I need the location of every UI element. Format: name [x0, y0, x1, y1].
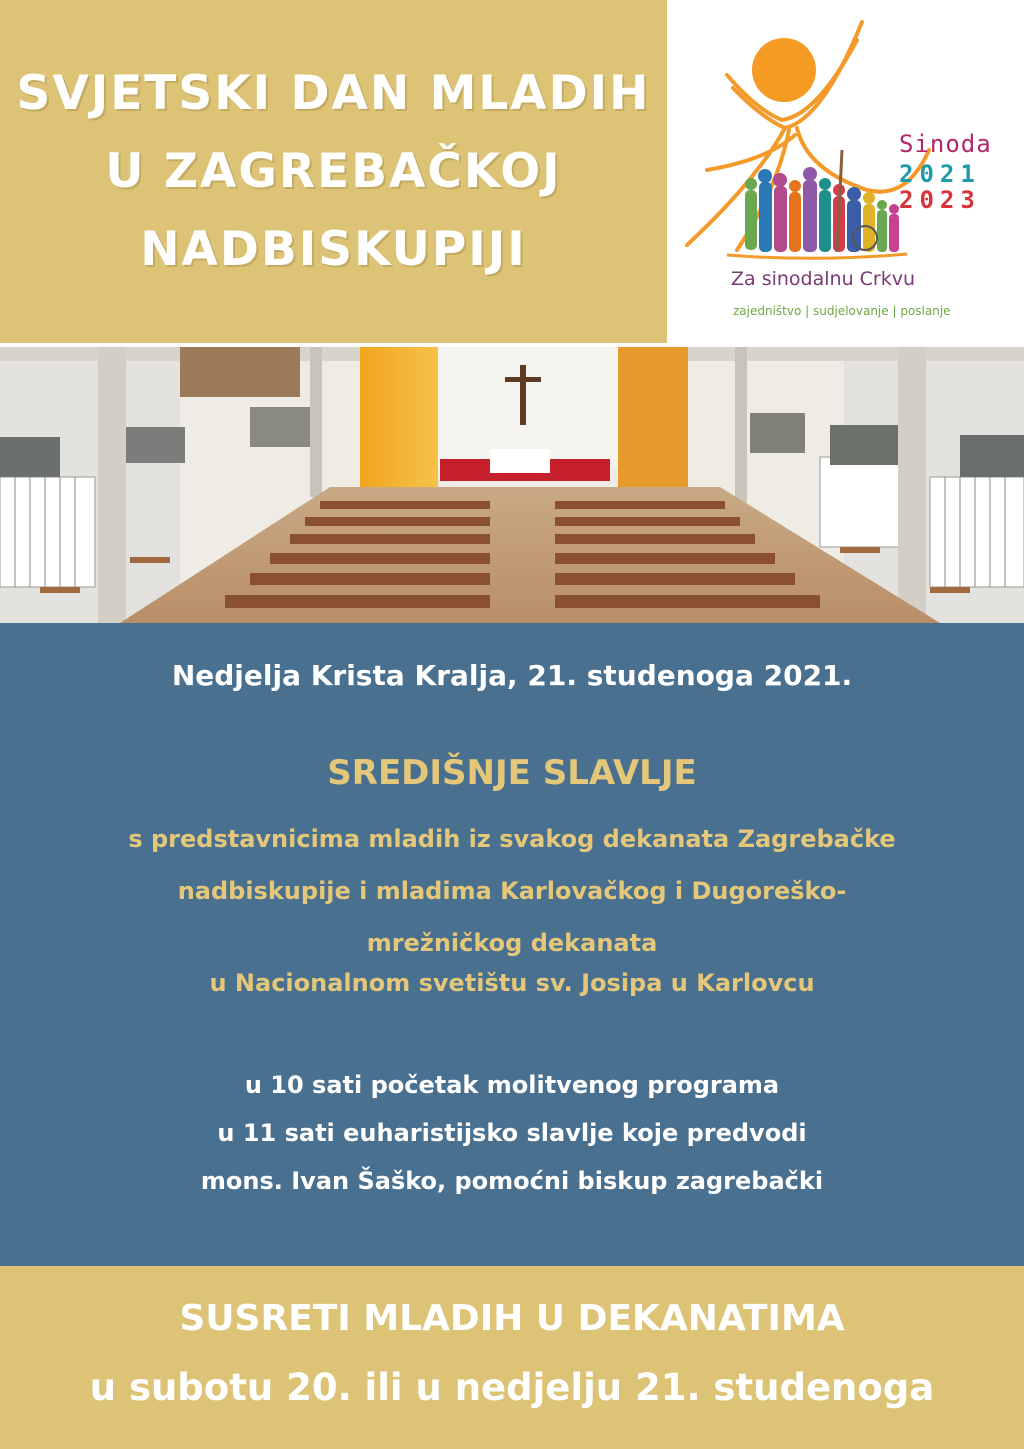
event-heading: SREDIŠNJE SLAVLJE — [327, 753, 697, 793]
church-interior-image — [0, 347, 1024, 623]
footer-banner — [0, 1266, 1024, 1449]
ground-stroke-icon — [727, 254, 907, 258]
logo-year-start: 2021 — [899, 160, 981, 188]
program-line-2: u 11 sati euharistijsko slavlje koje predvodi — [217, 1119, 807, 1147]
sun-icon — [752, 38, 816, 102]
footer-heading: SUSRETI MLADIH U DEKANATIMA — [179, 1298, 845, 1339]
title-line-3: NADBISKUPIJI — [140, 221, 527, 277]
event-date: Nedjelja Krista Kralja, 21. studenoga 2021. — [171, 659, 853, 692]
event-description-line-3: mrežničkog dekanata — [366, 929, 658, 957]
event-info-panel — [0, 623, 1024, 1266]
title-line-2: U ZAGREBAČKOJ — [105, 143, 562, 199]
logo-word: Sinoda — [899, 130, 992, 158]
program-line-1: u 10 sati početak molitvenog programa — [244, 1071, 780, 1099]
title-banner — [0, 0, 667, 343]
event-place: u Nacionalnom svetištu sv. Josipa u Karlovcu — [209, 969, 815, 997]
event-description-line-2: nadbiskupije i mladima Karlovačkog i Dugoreško- — [177, 877, 847, 905]
church-interior-photo — [0, 347, 1024, 623]
footer-dates: u subotu 20. ili u nedjelju 21. studenoga — [89, 1366, 935, 1409]
logo-tagline: zajedništvo | sudjelovanje | poslanje — [733, 304, 951, 318]
event-description-line-1: s predstavnicima mladih iz svakog dekanata Zagrebačke — [128, 825, 896, 853]
logo-slogan: Za sinodalnu Crkvu — [731, 268, 916, 290]
program-line-3: mons. Ivan Šaško, pomoćni biskup zagrebački — [200, 1167, 824, 1195]
event-description — [0, 813, 1024, 969]
event-program — [0, 1061, 1024, 1205]
synod-logo — [667, 0, 1024, 343]
title-line-1: SVJETSKI DAN MLADIH — [16, 65, 651, 121]
logo-year-end: 2023 — [899, 186, 981, 214]
